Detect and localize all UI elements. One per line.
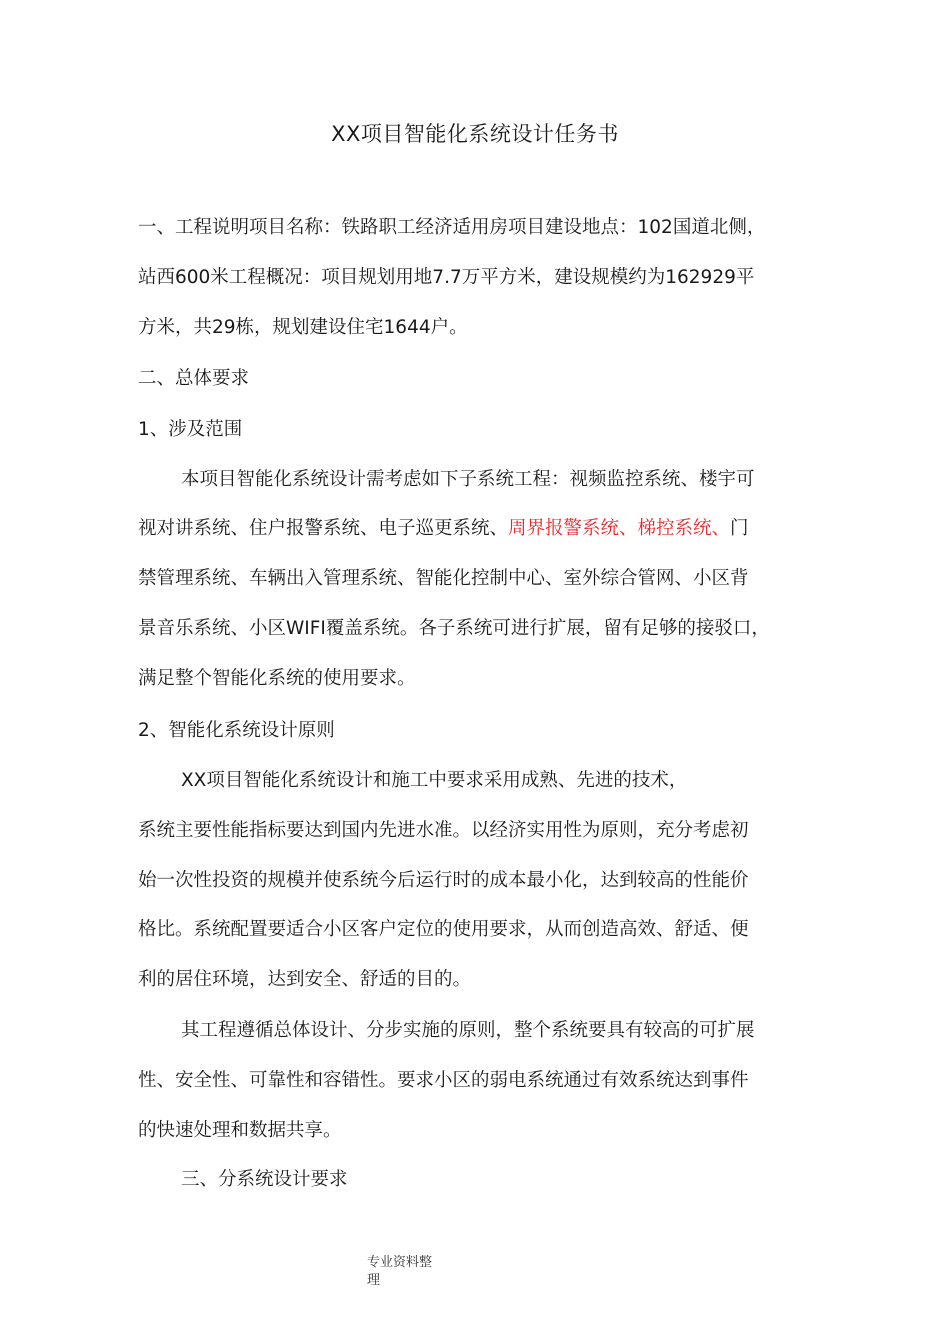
section1-line: 站西600米工程概况：项目规划用地7.7万平方米，建设规模约为162929平 <box>138 267 755 288</box>
document-title: XX项目智能化系统设计任务书 <box>331 122 619 146</box>
section1-line: 一、工程说明项目名称：铁路职工经济适用房项目建设地点：102国道北侧， <box>138 217 766 238</box>
sub2-paragraph-line: 性、安全性、可靠性和容错性。要求小区的弱电系统通过有效系统达到事件 <box>138 1070 749 1091</box>
sub2-paragraph-line: 始一次性投资的规模并使系统今后运行时的成本最小化，达到较高的性能价 <box>138 870 749 891</box>
sub2-paragraph-line: 其工程遵循总体设计、分步实施的原则，整个系统要具有较高的可扩展 <box>181 1020 755 1041</box>
sub2-heading: 2、智能化系统设计原则 <box>138 720 335 741</box>
sub1-paragraph-line: 本项目智能化系统设计需考虑如下子系统工程：视频监控系统、楼宇可 <box>181 469 755 490</box>
sub1-paragraph-line: 满足整个智能化系统的使用要求。 <box>138 668 416 689</box>
section1-line: 方米，共29栋，规划建设住宅1644户。 <box>138 317 468 338</box>
sub2-paragraph-line: 格比。系统配置要适合小区客户定位的使用要求，从而创造高效、舒适、便 <box>138 919 749 940</box>
sub1-text: 门 <box>730 518 749 539</box>
section3-heading: 三、分系统设计要求 <box>181 1169 348 1190</box>
footer-text: 专业资料整 <box>367 1255 433 1270</box>
section2-heading: 二、总体要求 <box>138 368 250 389</box>
sub1-heading: 1、涉及范围 <box>138 419 243 440</box>
sub1-paragraph-line: 景音乐系统、小区WIFI覆盖系统。各子系统可进行扩展，留有足够的接驳口， <box>138 618 770 639</box>
sub1-text: 视对讲系统、住户报警系统、电子巡更系统、 <box>138 518 509 539</box>
sub2-paragraph-line: 的快速处理和数据共享。 <box>138 1120 342 1141</box>
sub2-paragraph-line: 系统主要性能指标要达到国内先进水准。以经济实用性为原则，充分考虑初 <box>138 820 749 841</box>
sub2-paragraph-line: 利的居住环境，达到安全、舒适的目的。 <box>138 969 472 990</box>
sub1-paragraph-line <box>138 514 749 544</box>
sub2-paragraph-line: XX项目智能化系统设计和施工中要求采用成熟、先进的技术， <box>181 770 688 791</box>
footer-text: 理 <box>367 1273 381 1288</box>
sub1-paragraph-line: 禁管理系统、车辆出入管理系统、智能化控制中心、室外综合管网、小区背 <box>138 568 749 589</box>
highlighted-systems-text: 周界报警系统、梯控系统、 <box>508 518 731 539</box>
